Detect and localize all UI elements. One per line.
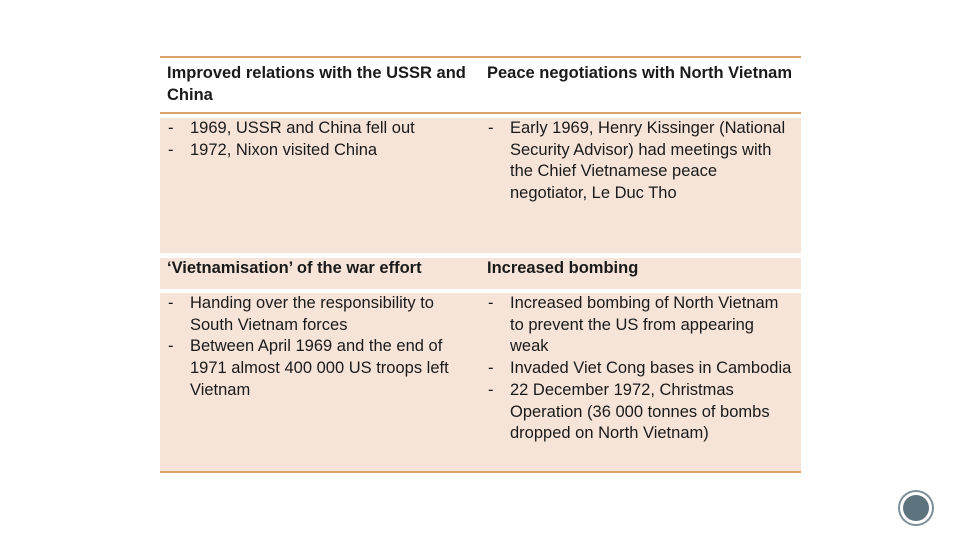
table-row bbox=[160, 289, 801, 471]
list-item: - Increased bombing of North Vietnam to prevent the US from appearing weak bbox=[487, 293, 795, 358]
header-peace-negotiations: Peace negotiations with North Vietnam bbox=[480, 63, 801, 112]
comparison-table bbox=[160, 56, 801, 473]
cell-vietnamisation bbox=[160, 293, 480, 471]
list-item: - Between April 1969 and the end of 1971 almost 400 000 US troops left Vietnam bbox=[167, 336, 474, 401]
header-vietnamisation: ‘Vietnamisation’ of the war effort bbox=[160, 258, 480, 289]
list-item: - 1972, Nixon visited China bbox=[167, 140, 474, 162]
cell-peace-negotiations bbox=[480, 118, 801, 253]
list-item: - Handing over the responsibility to South Vietnam forces bbox=[167, 293, 474, 336]
table-subheader-row bbox=[160, 253, 801, 289]
table-header-row bbox=[160, 58, 801, 114]
cell-ussr-china bbox=[160, 118, 480, 253]
list-item: - Early 1969, Henry Kissinger (National Security Advisor) had meetings with the Chief Vietnamese peace negotiator, Le Duc Tho bbox=[487, 118, 795, 205]
header-increased-bombing: Increased bombing bbox=[480, 258, 801, 289]
cell-increased-bombing bbox=[480, 293, 801, 471]
list-item: - Invaded Viet Cong bases in Cambodia bbox=[487, 358, 795, 380]
list-item: - 1969, USSR and China fell out bbox=[167, 118, 474, 140]
table-row bbox=[160, 114, 801, 253]
header-ussr-china: Improved relations with the USSR and China bbox=[160, 63, 480, 112]
slide-badge-icon bbox=[898, 490, 934, 526]
list-item: - 22 December 1972, Christmas Operation (36 000 tonnes of bombs dropped on North Vietnam) bbox=[487, 380, 795, 445]
